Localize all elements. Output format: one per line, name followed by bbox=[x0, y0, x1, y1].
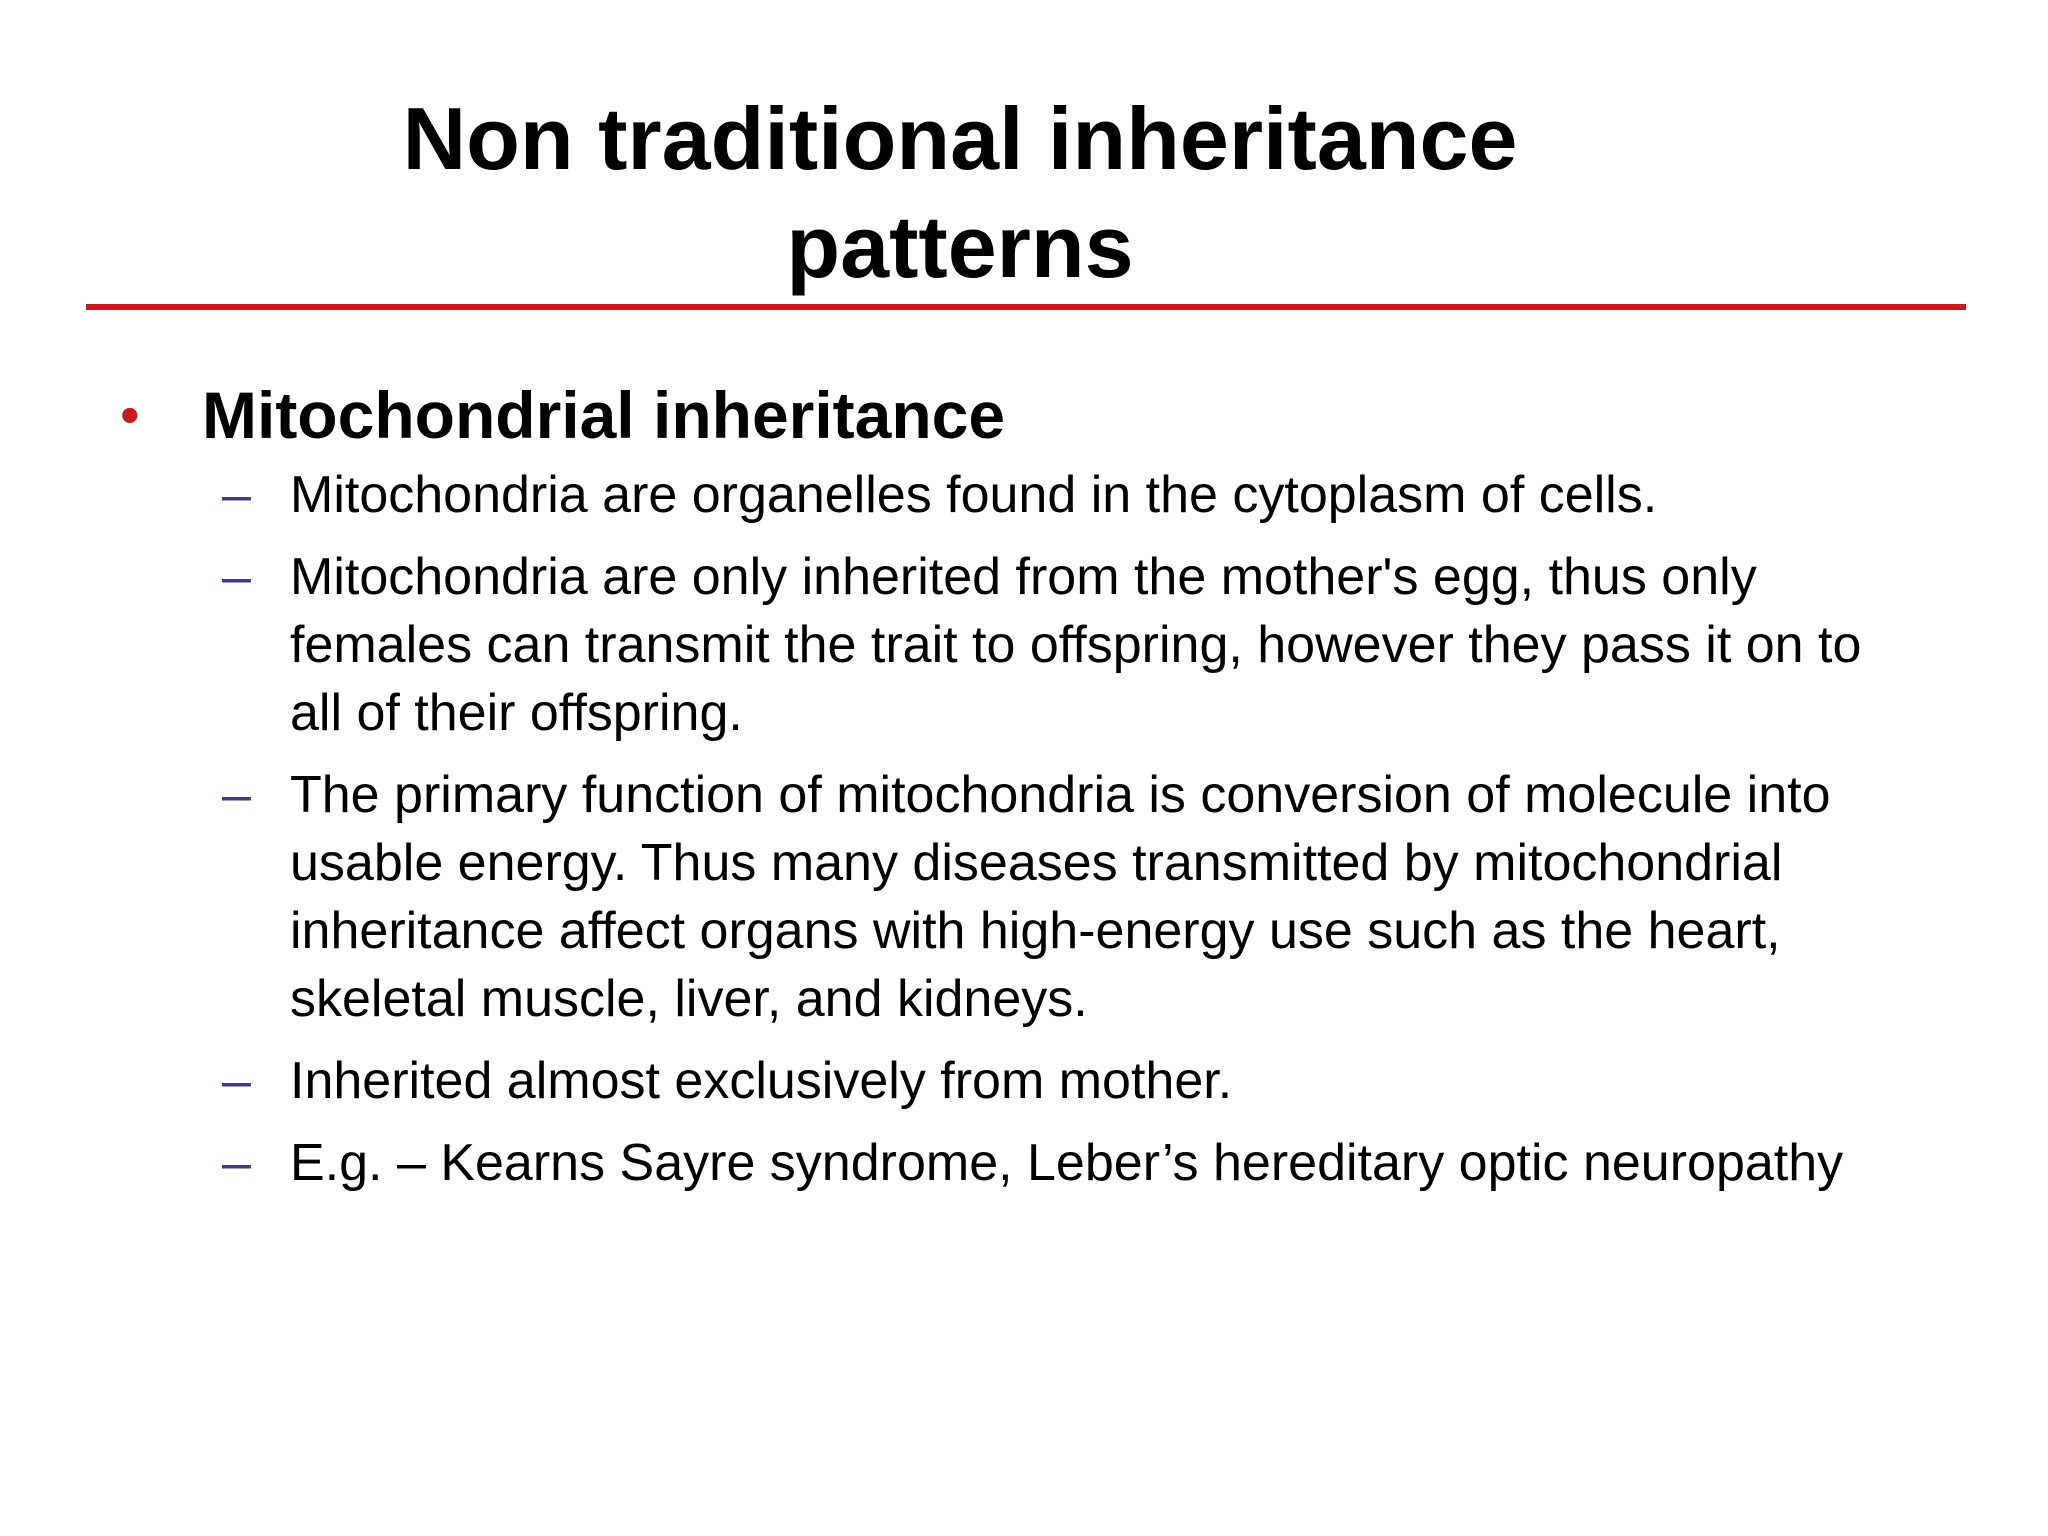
dash-marker: – bbox=[222, 548, 251, 606]
sub-bullet-item bbox=[120, 543, 1920, 747]
dash-marker: – bbox=[222, 466, 251, 524]
dash-marker: – bbox=[222, 1052, 251, 1110]
title-line-2: patterns bbox=[786, 197, 1134, 296]
title-line-1: Non traditional inheritance bbox=[402, 89, 1518, 188]
sub-bullet-item bbox=[120, 761, 1920, 1033]
slide-title bbox=[270, 85, 1650, 301]
sub-bullet-list bbox=[120, 461, 1920, 1197]
sub-bullet-item bbox=[120, 1047, 1920, 1115]
title-divider bbox=[86, 304, 1966, 310]
bullet-marker: • bbox=[120, 383, 140, 446]
sub-bullet-text: Mitochondria are organelles found in the cytoplasm of cells. bbox=[290, 466, 1658, 524]
dash-marker: – bbox=[222, 766, 251, 824]
sub-bullet-text: E.g. – Kearns Sayre syndrome, Leber’s hereditary optic neuropathy bbox=[290, 1134, 1844, 1192]
bullet-mitochondrial-inheritance bbox=[120, 375, 1920, 455]
dash-marker: – bbox=[222, 1134, 251, 1192]
sub-bullet-text: Inherited almost exclusively from mother. bbox=[290, 1052, 1233, 1110]
bullet-label: Mitochondrial inheritance bbox=[202, 378, 1006, 452]
sub-bullet-item bbox=[120, 461, 1920, 529]
sub-bullet-item bbox=[120, 1129, 1920, 1197]
slide-content bbox=[120, 375, 1920, 1211]
sub-bullet-text: The primary function of mitochondria is conversion of molecule into usable energy. Thus many diseases transmitted by mitochondrial inheritance affect organs with high-energy use such as the heart, skeletal muscle, liver, and kidneys. bbox=[290, 766, 1831, 1028]
sub-bullet-text: Mitochondria are only inherited from the mother's egg, thus only females can transmit the trait to offspring, however they pass it on to all of their offspring. bbox=[290, 548, 1862, 742]
